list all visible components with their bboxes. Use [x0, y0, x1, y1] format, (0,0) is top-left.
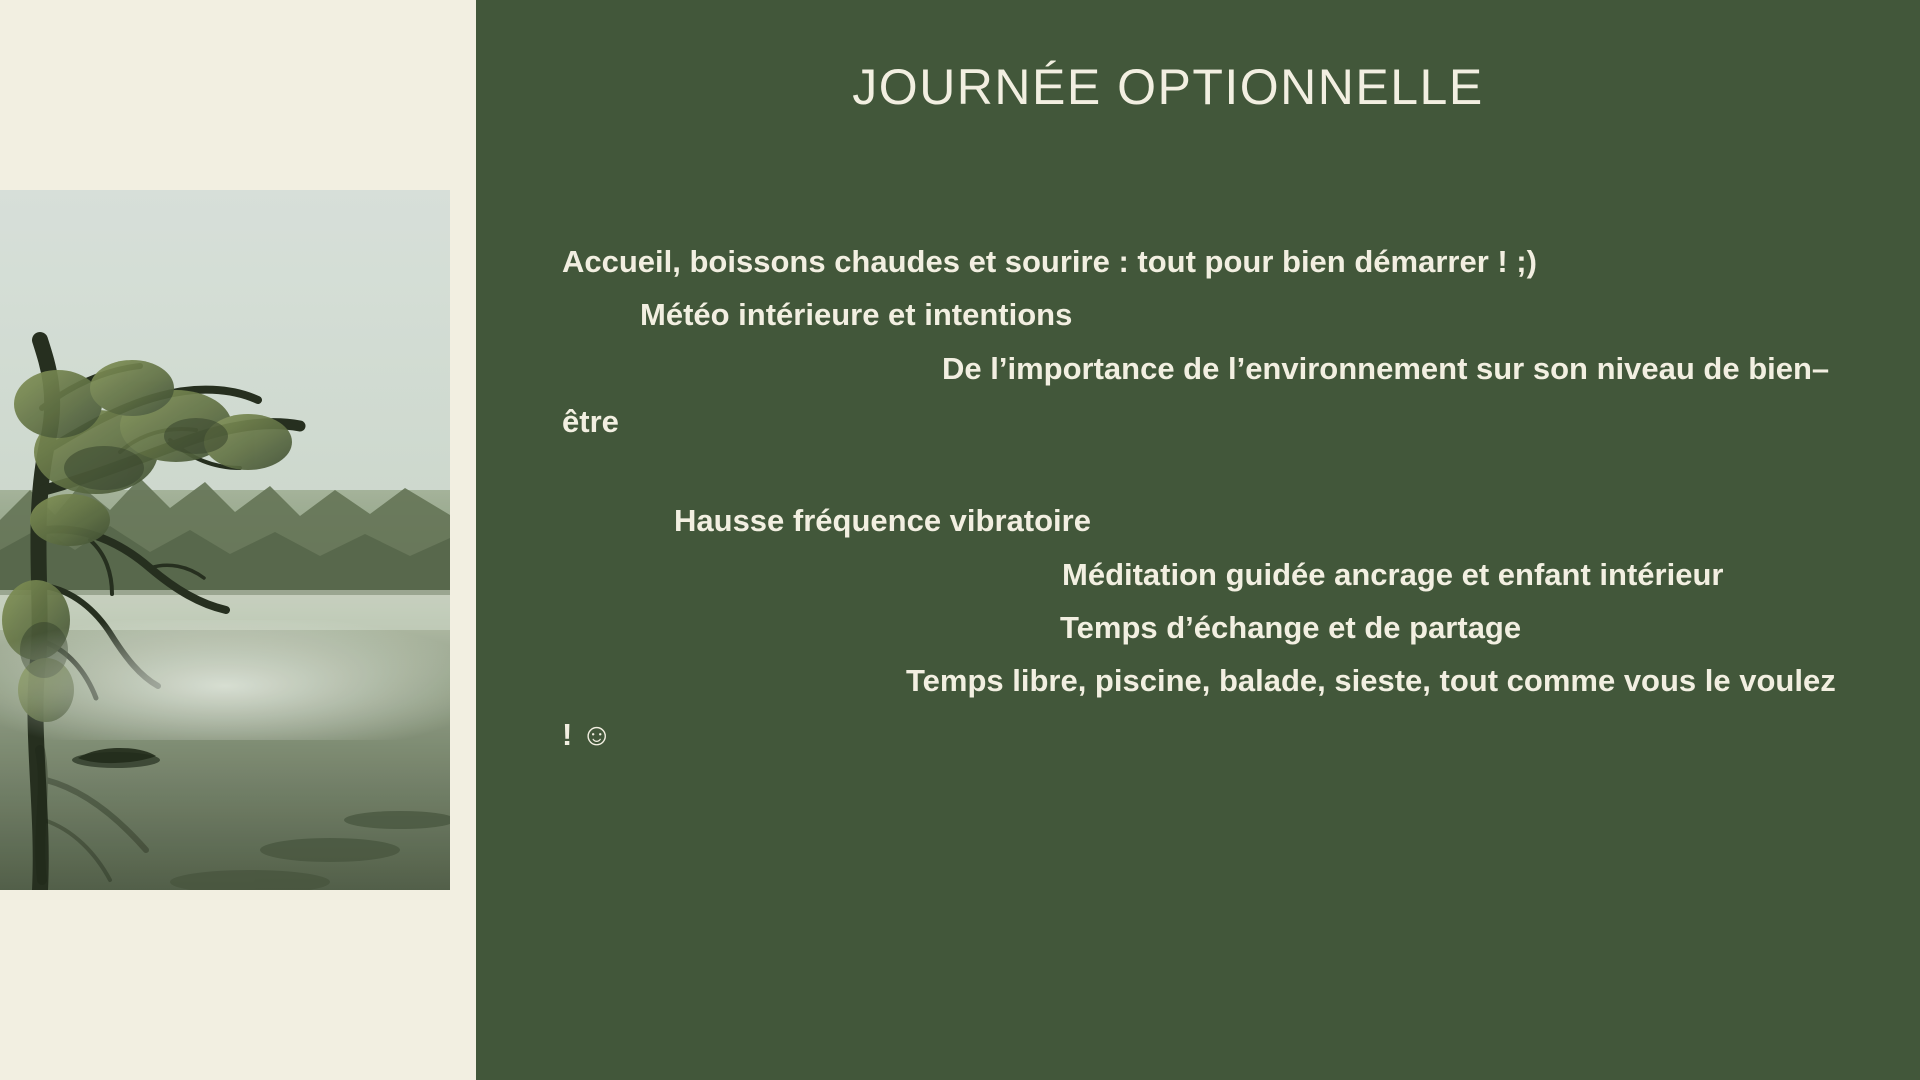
body-line: Météo intérieure et intentions: [640, 297, 1073, 333]
body-line: De l’importance de l’environnement sur son niveau de bien–être: [562, 350, 1830, 439]
body-spacer: [562, 448, 1852, 494]
slide-body: [562, 235, 1852, 761]
page-title: JOURNÉE OPTIONNELLE: [852, 59, 1484, 115]
body-line: Hausse fréquence vibratoire: [674, 503, 1091, 539]
lake-tree-mist-photo: [0, 190, 450, 890]
body-line: Accueil, boissons chaudes et sourire : tout pour bien démarrer ! ;): [562, 244, 1537, 279]
body-line: Temps libre, piscine, balade, sieste, tout comme vous le voulez ! ☺: [562, 663, 1845, 752]
body-line: Temps d’échange et de partage: [1060, 609, 1522, 645]
body-line: Méditation guidée ancrage et enfant intérieur: [1062, 556, 1724, 592]
